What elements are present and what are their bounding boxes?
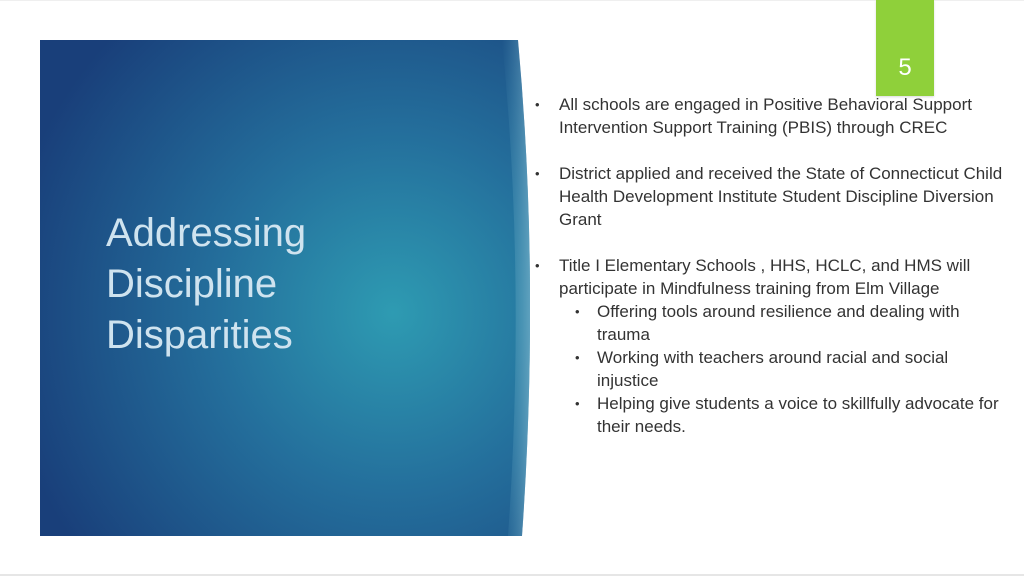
page-number-tab [876,0,934,96]
slide-title-line: Addressing [106,211,307,255]
title-panel [40,40,530,536]
bullet-icon: • [535,97,540,112]
bullet-item [534,254,1014,300]
bullet-icon: • [575,350,580,365]
bullet-icon: • [535,258,540,273]
bullet-icon: • [575,396,580,411]
sub-bullet-text: Offering tools around resilience and dealing with trauma [597,302,960,344]
sub-bullet-item [534,392,1014,438]
slide-content [534,93,1014,438]
bullet-item [534,162,1014,231]
sub-bullet-text: Working with teachers around racial and social injustice [597,348,949,390]
bullet-text: All schools are engaged in Positive Behavioral Support Intervention Support Training (PBIS) through CREC [559,95,972,137]
slide-title-line: Disparities [106,313,293,357]
bullet-icon: • [535,166,540,181]
slide-title-line: Discipline [106,262,278,306]
sub-bullet-list [534,300,1014,438]
slide-title [106,208,506,361]
bullet-icon: • [575,304,580,319]
top-divider [0,0,1024,1]
bullet-text: District applied and received the State of Connecticut Child Health Development Institute Student Discipline Diversion Grant [559,164,1003,229]
page-number: 5 [898,54,912,81]
sub-bullet-item [534,300,1014,346]
sub-bullet-item [534,346,1014,392]
bullet-text: Title I Elementary Schools , HHS, HCLC, and HMS will participate in Mindfulness training from Elm Village [559,256,971,298]
bullet-item [534,93,1014,139]
sub-bullet-text: Helping give students a voice to skillfully advocate for their needs. [597,394,999,436]
